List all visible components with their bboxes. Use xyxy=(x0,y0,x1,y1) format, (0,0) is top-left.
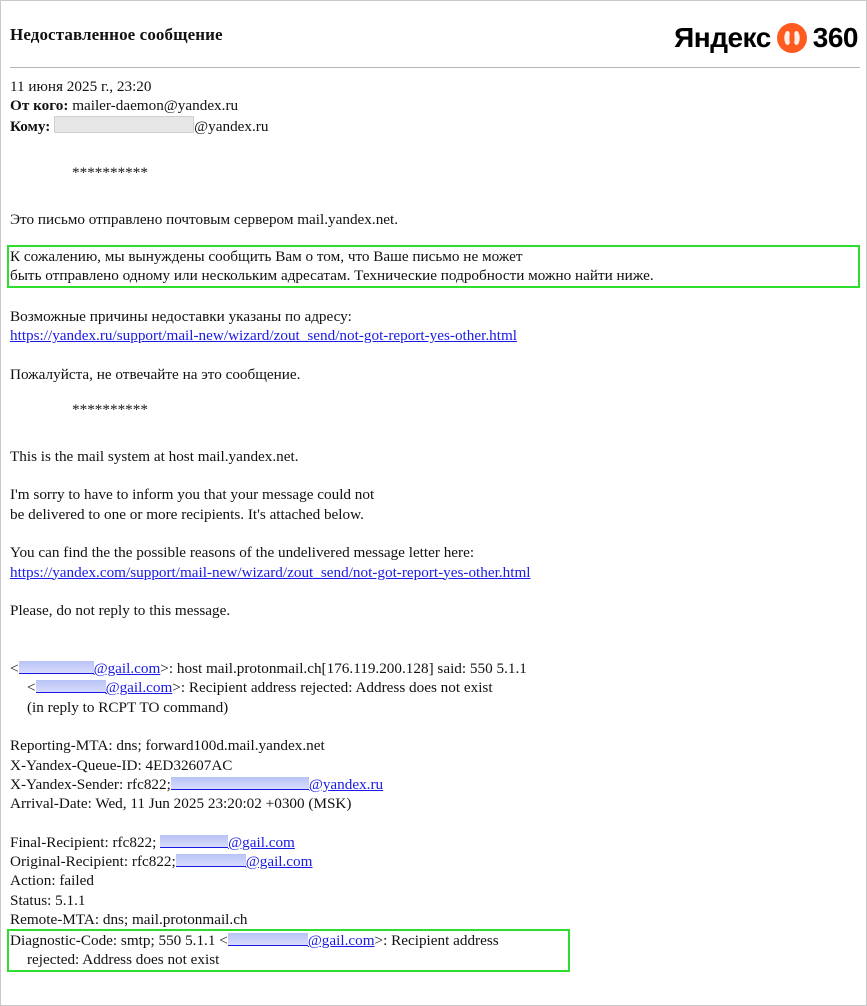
en-no-reply: Please, do not reply to this message. xyxy=(10,602,231,620)
from-value: mailer-daemon@yandex.ru xyxy=(72,97,239,115)
to-label: Кому: xyxy=(10,117,51,135)
en-separator: ********** xyxy=(72,401,148,419)
en-sorry-line2: be delivered to one or more recipients. It's attached below. xyxy=(10,505,364,523)
arrival-date: Arrival-Date: Wed, 11 Jun 2025 23:20:02 +0300 (MSK) xyxy=(10,795,352,813)
redacted-address xyxy=(171,777,309,790)
smtp-line1-domain: @gail.com xyxy=(93,660,161,678)
page-title: Недоставленное сообщение xyxy=(10,25,223,44)
smtp-line2 xyxy=(10,678,860,697)
smtp-line1 xyxy=(10,659,860,678)
ru-sorry-highlight xyxy=(7,245,860,288)
sender-row xyxy=(10,775,860,794)
final-recipient-domain: @gail.com xyxy=(228,833,295,851)
sender-label: X-Yandex-Sender: rfc822; xyxy=(10,775,171,793)
redacted-address xyxy=(36,680,106,693)
smtp-line1-address[interactable] xyxy=(19,660,161,677)
message-body xyxy=(10,77,860,972)
to-row xyxy=(10,116,860,136)
smtp-line2-address[interactable] xyxy=(36,679,173,696)
smtp-line3: (in reply to RCPT TO command) xyxy=(27,698,229,716)
ru-separator: ********** xyxy=(72,164,148,182)
diagnostic-address[interactable] xyxy=(228,932,375,949)
diagnostic-highlight xyxy=(7,929,570,972)
smtp-line2-prefix: < xyxy=(27,679,36,697)
logo-360-text: 360 xyxy=(812,22,858,53)
ru-intro: Это письмо отправлено почтовым сервером mail.yandex.net. xyxy=(10,210,399,228)
redacted-address xyxy=(19,661,94,674)
message-date: 11 июня 2025 г., 23:20 xyxy=(10,78,152,95)
yandex-360-circle-icon xyxy=(775,21,809,55)
reporting-mta: Reporting-MTA: dns; forward100d.mail.yandex.net xyxy=(10,737,325,755)
ru-reasons-link[interactable]: https://yandex.ru/support/mail-new/wizard/zout_send/not-got-report-yes-other.html xyxy=(10,327,517,345)
queue-id: X-Yandex-Queue-ID: 4ED32607AC xyxy=(10,756,233,774)
ru-reasons: Возможные причины недоставки указаны по адресу: xyxy=(10,307,352,325)
final-recipient-address[interactable] xyxy=(160,834,295,851)
smtp-line2-domain: @gail.com xyxy=(105,679,173,697)
from-label: От кого: xyxy=(10,97,69,115)
sender-domain: @yandex.ru xyxy=(308,775,384,793)
action-row: Action: failed xyxy=(10,872,94,890)
smtp-line1-prefix: < xyxy=(10,660,19,678)
redacted-address xyxy=(160,835,228,848)
ru-sorry-line2: быть отправлено одному или нескольким адресатам. Технические подробности можно найти ниже. xyxy=(10,267,654,285)
diagnostic-rest: >: Recipient address xyxy=(374,932,499,950)
en-reasons-link[interactable]: https://yandex.com/support/mail-new/wizard/zout_send/not-got-report-yes-other.html xyxy=(10,563,531,581)
ru-no-reply: Пожалуйста, не отвечайте на это сообщение. xyxy=(10,365,301,383)
smtp-line2-rest: >: Recipient address rejected: Address does not exist xyxy=(172,679,493,697)
en-intro: This is the mail system at host mail.yandex.net. xyxy=(10,447,299,465)
diagnostic-line1 xyxy=(10,931,566,950)
status-row: Status: 5.1.1 xyxy=(10,891,86,909)
redacted-address xyxy=(176,854,246,867)
final-recipient-label: Final-Recipient: rfc822; xyxy=(10,833,157,851)
original-recipient-row xyxy=(10,852,860,871)
diagnostic-line2: rejected: Address does not exist xyxy=(27,951,220,969)
redacted-address xyxy=(228,933,308,946)
original-recipient-address[interactable] xyxy=(176,853,313,870)
sender-address[interactable] xyxy=(171,776,383,793)
diagnostic-label: Diagnostic-Code: smtp; 550 5.1.1 < xyxy=(10,932,228,950)
original-recipient-domain: @gail.com xyxy=(245,852,313,870)
redacted-recipient xyxy=(54,116,194,133)
logo-brand-text: Яндекс xyxy=(674,22,771,53)
diagnostic-domain: @gail.com xyxy=(307,932,375,950)
remote-mta-row: Remote-MTA: dns; mail.protonmail.ch xyxy=(10,910,248,928)
en-sorry-line1: I'm sorry to have to inform you that your message could not xyxy=(10,486,375,504)
final-recipient-row xyxy=(10,833,860,852)
from-row xyxy=(10,96,860,115)
to-domain: @yandex.ru xyxy=(194,117,269,135)
en-reasons: You can find the the possible reasons of the undelivered message letter here: xyxy=(10,544,475,562)
ru-sorry-line1: К сожалению, мы вынуждены сообщить Вам о том, что Ваше письмо не может xyxy=(10,248,523,266)
yandex-360-logo xyxy=(674,21,858,55)
header-divider xyxy=(10,67,860,68)
original-recipient-label: Original-Recipient: rfc822; xyxy=(10,852,176,870)
smtp-line1-rest: >: host mail.protonmail.ch[176.119.200.128] said: 550 5.1.1 xyxy=(160,660,527,678)
